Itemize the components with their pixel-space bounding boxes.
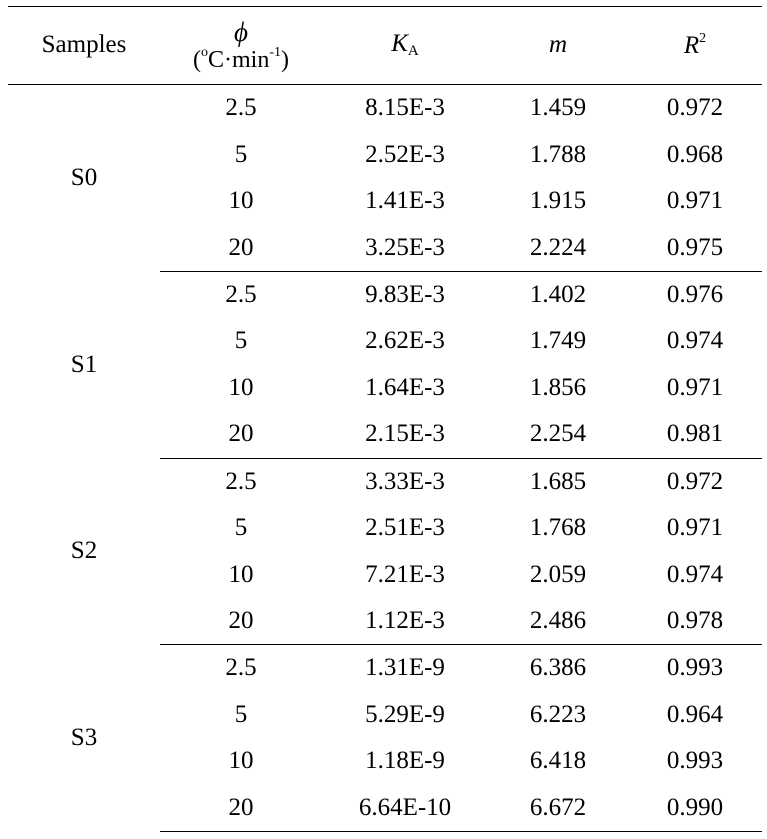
phi-cell: 2.5 xyxy=(225,94,257,122)
header-phi-symbol: ϕ xyxy=(234,16,248,47)
sample-cell: S0 xyxy=(70,164,98,192)
sample-cell: S1 xyxy=(70,350,98,378)
table-row xyxy=(8,645,762,692)
phi-unit-exponent: -1 xyxy=(269,45,281,61)
phi-cell: 10 xyxy=(228,373,254,401)
ka-cell: 7.21E-3 xyxy=(365,560,445,588)
ka-cell: 8.15E-3 xyxy=(365,94,445,122)
m-cell: 1.856 xyxy=(529,373,587,401)
ka-cell: 1.12E-3 xyxy=(322,598,488,645)
m-cell: 6.672 xyxy=(488,785,628,832)
kinetics-table xyxy=(8,6,762,832)
phi-cell: 10 xyxy=(228,187,254,215)
phi-unit-open-paren: ( xyxy=(192,47,201,74)
r2-cell: 0.993 xyxy=(666,747,724,775)
phi-cell: 5 xyxy=(234,514,248,542)
m-cell: 2.224 xyxy=(488,225,628,272)
r2-cell: 0.990 xyxy=(628,785,762,832)
sample-cell: S2 xyxy=(70,537,98,565)
r2-cell: 0.974 xyxy=(666,327,724,355)
phi-cell: 10 xyxy=(228,747,254,775)
ka-cell: 1.64E-3 xyxy=(365,373,445,401)
r2-cell: 0.993 xyxy=(666,654,724,682)
phi-cell: 2.5 xyxy=(225,280,257,308)
ka-cell: 2.15E-3 xyxy=(322,411,488,458)
m-cell: 6.223 xyxy=(529,700,587,728)
m-cell: 1.459 xyxy=(529,94,587,122)
r2-cell: 0.968 xyxy=(666,140,724,168)
ka-cell: 6.64E-10 xyxy=(322,785,488,832)
r2-cell: 0.964 xyxy=(666,700,724,728)
r2-cell: 0.971 xyxy=(666,373,724,401)
ka-cell: 3.25E-3 xyxy=(322,225,488,272)
header-m xyxy=(488,7,628,85)
header-r2 xyxy=(628,7,762,85)
header-r2-base: R xyxy=(683,31,700,59)
r2-cell: 0.976 xyxy=(666,280,724,308)
header-ka-sub: A xyxy=(407,43,419,60)
ka-cell: 3.33E-3 xyxy=(365,467,445,495)
m-cell: 2.059 xyxy=(529,560,587,588)
phi-cell: 20 xyxy=(160,598,322,645)
ka-cell: 9.83E-3 xyxy=(365,280,445,308)
header-m-label: m xyxy=(548,31,568,59)
m-cell: 6.418 xyxy=(529,747,587,775)
m-cell: 1.685 xyxy=(529,467,587,495)
ka-cell: 5.29E-9 xyxy=(365,700,445,728)
r2-cell: 0.972 xyxy=(666,94,724,122)
phi-cell: 2.5 xyxy=(225,467,257,495)
phi-cell: 20 xyxy=(160,411,322,458)
table-row xyxy=(8,85,762,132)
ka-cell: 2.51E-3 xyxy=(365,514,445,542)
header-ka-base: K xyxy=(391,30,408,58)
phi-cell: 20 xyxy=(160,785,322,832)
table-header xyxy=(8,7,762,85)
m-cell: 2.486 xyxy=(488,598,628,645)
m-cell: 1.768 xyxy=(529,514,587,542)
phi-cell: 5 xyxy=(234,327,248,355)
phi-unit-main: C·min xyxy=(207,47,270,74)
r2-cell: 0.974 xyxy=(666,560,724,588)
table-row xyxy=(8,458,762,505)
phi-unit-close-paren: ) xyxy=(281,47,289,74)
m-cell: 2.254 xyxy=(488,411,628,458)
header-samples xyxy=(8,7,160,85)
header-phi xyxy=(160,7,322,85)
header-samples-label: Samples xyxy=(41,31,127,59)
m-cell: 6.386 xyxy=(529,654,587,682)
m-cell: 1.402 xyxy=(529,280,587,308)
m-cell: 1.915 xyxy=(529,187,587,215)
header-ka xyxy=(322,7,488,85)
header-phi-unit xyxy=(160,46,322,73)
r2-cell: 0.975 xyxy=(628,225,762,272)
ka-cell: 1.18E-9 xyxy=(365,747,445,775)
ka-cell: 2.52E-3 xyxy=(365,140,445,168)
r2-cell: 0.981 xyxy=(628,411,762,458)
phi-unit-degree: o xyxy=(200,45,208,61)
phi-cell: 20 xyxy=(160,225,322,272)
r2-cell: 0.978 xyxy=(628,598,762,645)
header-r2-sup: 2 xyxy=(699,30,707,46)
header-row xyxy=(8,7,762,85)
phi-cell: 5 xyxy=(234,700,248,728)
phi-cell: 2.5 xyxy=(225,654,257,682)
r2-cell: 0.971 xyxy=(666,514,724,542)
phi-cell: 10 xyxy=(228,560,254,588)
m-cell: 1.749 xyxy=(529,327,587,355)
r2-cell: 0.972 xyxy=(666,467,724,495)
r2-cell: 0.971 xyxy=(666,187,724,215)
table-body xyxy=(8,85,762,832)
sample-cell: S3 xyxy=(70,724,98,752)
phi-cell: 5 xyxy=(234,140,248,168)
table-row xyxy=(8,271,762,318)
ka-cell: 1.41E-3 xyxy=(365,187,445,215)
ka-cell: 1.31E-9 xyxy=(365,654,445,682)
ka-cell: 2.62E-3 xyxy=(365,327,445,355)
m-cell: 1.788 xyxy=(529,140,587,168)
